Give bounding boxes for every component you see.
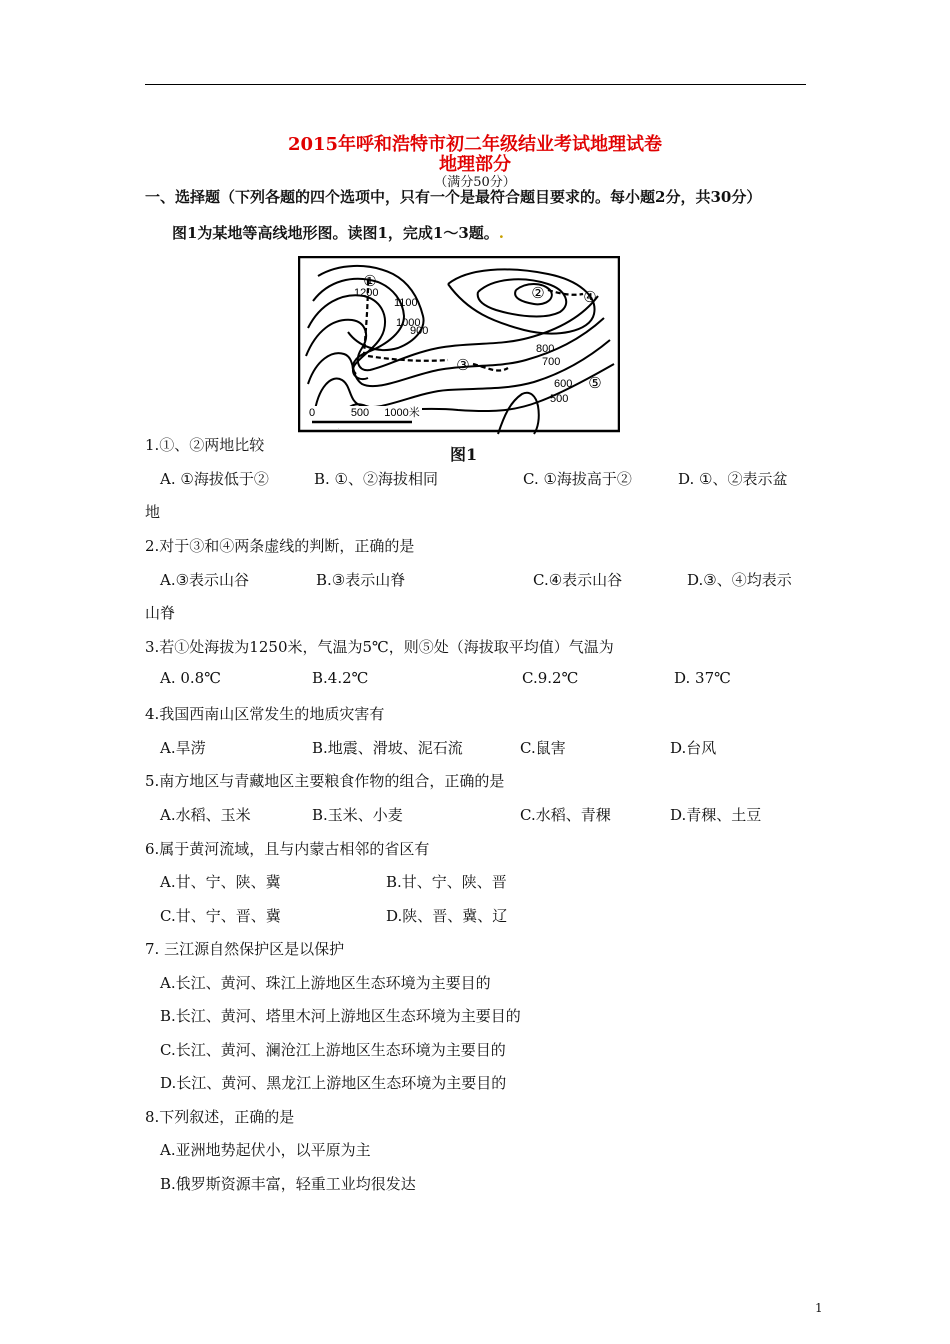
question-1-option-b: B. ①、②海拔相同 [314, 470, 439, 488]
scale-label: 500 [350, 407, 370, 419]
contour-label: 1100 [394, 297, 418, 309]
question-5-option-d: D.青稞、土豆 [670, 806, 762, 824]
contour-label: 1200 [354, 287, 379, 299]
header-rule [145, 84, 806, 85]
question-8-option-a: A.亚洲地势起伏小，以平原为主 [160, 1141, 371, 1159]
question-4-option-a: A.旱涝 [160, 739, 206, 757]
question-5-option-a: A.水稻、玉米 [160, 806, 251, 824]
question-2-option-c: C.④表示山谷 [533, 571, 623, 589]
question-1-option-d-cont: 地 [145, 503, 161, 521]
question-7-option-a: A.长江、黄河、珠江上游地区生态环境为主要目的 [160, 974, 491, 992]
marker-2: ② [531, 285, 545, 302]
contour-label: 800 [536, 343, 555, 355]
question-6-option-b: B.甘、宁、陕、晋 [386, 873, 507, 891]
question-1-option-c: C. ①海拔高于② [523, 470, 632, 488]
question-5-stem: 5.南方地区与青藏地区主要粮食作物的组合，正确的是 [145, 772, 505, 790]
scale-label: 1000米 [384, 407, 420, 419]
figure-intro: 图1为某地等高线地形图。读图1，完成1～3题。. [172, 224, 504, 242]
question-5-option-b: B.玉米、小麦 [312, 806, 403, 824]
question-4-option-d: D.台风 [670, 739, 717, 757]
question-2-option-a: A.③表示山谷 [160, 571, 250, 589]
question-7-option-c: C.长江、黄河、澜沧江上游地区生态环境为主要目的 [160, 1041, 506, 1059]
question-1-stem: 1.①、②两地比较 [145, 436, 265, 454]
question-8-option-b: B.俄罗斯资源丰富，轻重工业均很发达 [160, 1175, 416, 1193]
question-4-option-b: B.地震、滑坡、泥石流 [312, 739, 463, 757]
contour-map-figure [298, 256, 620, 436]
question-3-option-a: A. 0.8℃ [160, 669, 222, 687]
contour-label: 600 [554, 378, 573, 390]
contour-label: 1000 [396, 317, 421, 329]
question-3-option-c: C.9.2℃ [522, 669, 579, 687]
question-6-option-a: A.甘、宁、陕、冀 [160, 873, 281, 891]
contour-label: 900 [410, 325, 429, 337]
exam-title: 2015年呼和浩特市初二年级结业考试地理试卷 [287, 134, 663, 155]
marker-4: ④ [583, 289, 597, 306]
scale-label: 0 [308, 407, 316, 419]
question-6-stem: 6.属于黄河流域，且与内蒙古相邻的省区有 [145, 840, 430, 858]
question-6-option-d: D.陕、晋、冀、辽 [386, 907, 508, 925]
figure-caption: 图1 [450, 445, 478, 464]
section-heading: 一、选择题（下列各题的四个选项中，只有一个是最符合题目要求的。每小题2分，共30分） [145, 188, 762, 206]
question-2-option-d: D.③、④均表示 [687, 571, 792, 589]
question-2-option-b: B.③表示山脊 [316, 571, 406, 589]
question-1-option-d: D. ①、②表示盆 [678, 470, 788, 488]
question-3-option-b: B.4.2℃ [312, 669, 369, 687]
question-4-option-c: C.鼠害 [520, 739, 566, 757]
question-4-stem: 4.我国西南山区常发生的地质灾害有 [145, 705, 385, 723]
question-3-option-d: D. 37℃ [674, 669, 731, 687]
question-1-option-a: A. ①海拔低于② [160, 470, 269, 488]
full-score: （满分50分） [434, 175, 516, 190]
question-7-option-d: D.长江、黄河、黑龙江上游地区生态环境为主要目的 [160, 1074, 507, 1092]
marker-3: ③ [456, 357, 470, 374]
contour-label: 500 [550, 393, 569, 405]
question-7-stem: 7. 三江源自然保护区是以保护 [145, 940, 345, 958]
contour-label: 700 [542, 356, 561, 368]
exam-subtitle: 地理部分 [439, 154, 511, 175]
question-5-option-c: C.水稻、青稞 [520, 806, 611, 824]
question-2-stem: 2.对于③和④两条虚线的判断，正确的是 [145, 537, 415, 555]
question-6-option-c: C.甘、宁、晋、冀 [160, 907, 281, 925]
question-3-stem: 3.若①处海拔为1250米，气温为5℃，则⑤处（海拔取平均值）气温为 [145, 638, 614, 656]
question-8-stem: 8.下列叙述，正确的是 [145, 1108, 295, 1126]
question-7-option-b: B.长江、黄河、塔里木河上游地区生态环境为主要目的 [160, 1007, 521, 1025]
marker-1: ① [363, 273, 377, 290]
page-number: 1 [815, 1301, 823, 1315]
question-2-option-d-cont: 山脊 [145, 604, 176, 622]
marker-5: ⑤ [588, 375, 602, 392]
